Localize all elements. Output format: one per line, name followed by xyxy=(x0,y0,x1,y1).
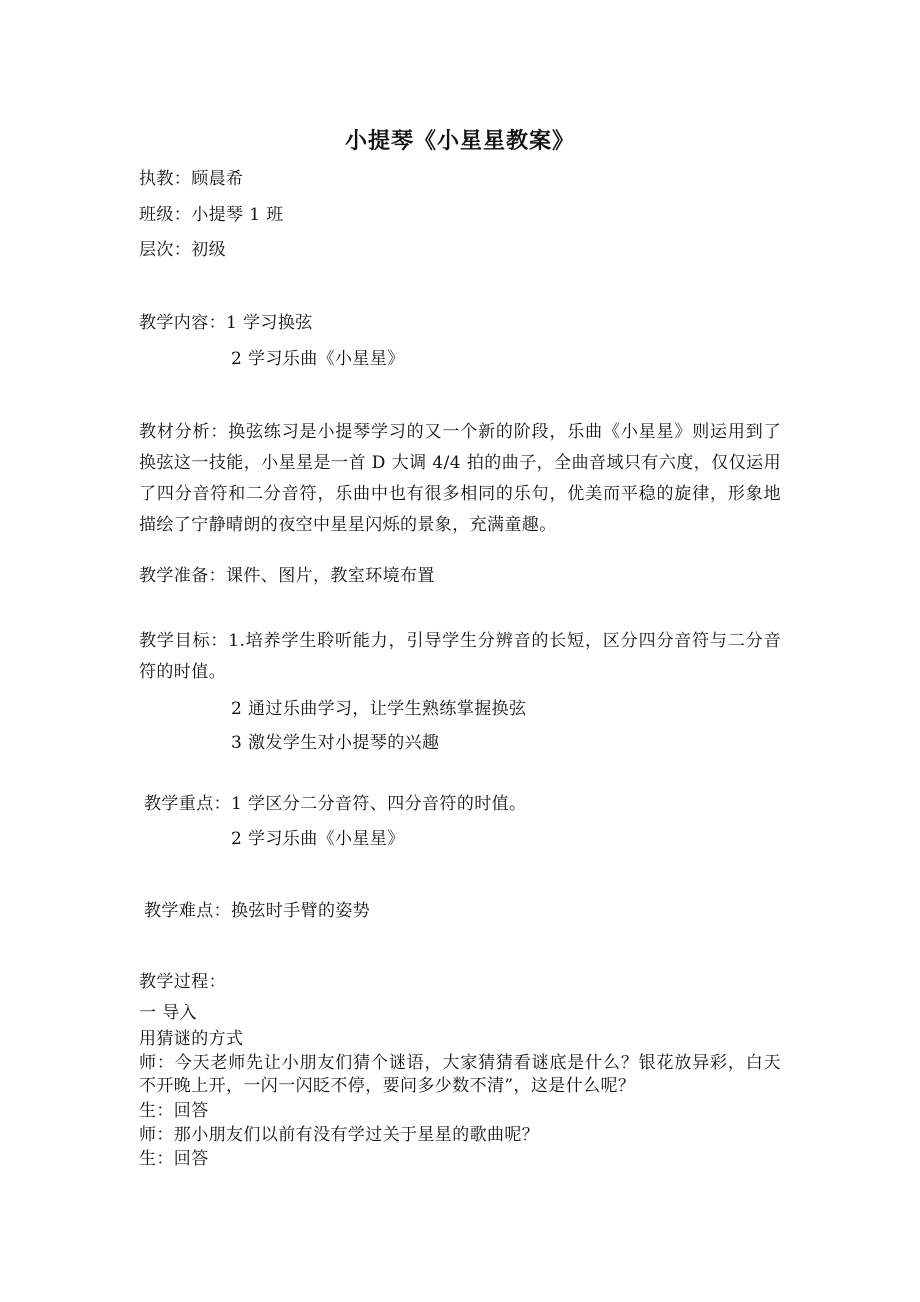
content-line-1: 教学内容：1 学习换弦 xyxy=(139,313,313,333)
student-answer-1: 生：回答 xyxy=(139,1101,209,1121)
level-line: 层次：初级 xyxy=(139,240,226,260)
teacher-line: 执教：顾晨希 xyxy=(139,169,244,189)
key-point-line-2: 2 学习乐曲《小星星》 xyxy=(231,829,405,849)
teacher-question-2: 师：那小朋友们以前有没有学过关于星星的歌曲呢？ xyxy=(139,1125,540,1145)
analysis-paragraph: 教材分析：换弦练习是小提琴学习的又一个新的阶段，乐曲《小星星》则运用到了换弦这一技能，小星星是一首 D 大调 4/4 拍的曲子，全曲音域只有六度，仅仅运用了四分音符和二分音符，乐曲中也有很多相同的乐句，优美而平稳的旋律，形象地描绘了宁静晴朗的夜空中星星闪烁的景象，充满童趣。 xyxy=(139,422,781,535)
goal-paragraph: 教学目标：1.培养学生聆听能力，引导学生分辨音的长短，区分四分音符与二分音符的时值。 xyxy=(139,631,781,682)
content-line-2: 2 学习乐曲《小星星》 xyxy=(231,349,405,369)
student-answer-2: 生：回答 xyxy=(139,1149,209,1169)
difficulty-line: 教学难点：换弦时手臂的姿势 xyxy=(144,901,371,921)
class-line: 班级：小提琴 1 班 xyxy=(139,205,284,225)
goal-line-3: 3 激发学生对小提琴的兴趣 xyxy=(231,733,440,753)
key-point-line-1: 教学重点：1 学区分二分音符、四分音符的时值。 xyxy=(144,794,527,814)
process-heading: 教学过程： xyxy=(139,972,226,992)
page-title: 小提琴《小星星教案》 xyxy=(344,129,575,154)
prep-line: 教学准备：课件、图片，教室环境布置 xyxy=(139,566,435,586)
step-1-heading: 一 导入 xyxy=(139,1003,198,1023)
goal-line-2: 2 通过乐曲学习，让学生熟练掌握换弦 xyxy=(231,699,527,719)
method-line: 用猜谜的方式 xyxy=(139,1029,244,1049)
teacher-question-1: 师：今天老师先让小朋友们猜个谜语，大家猜猜看谜底是什么？银花放异彩，白天不开晚上开，一闪一闪眨不停，要问多少数不清”，这是什么呢？ xyxy=(139,1053,781,1096)
